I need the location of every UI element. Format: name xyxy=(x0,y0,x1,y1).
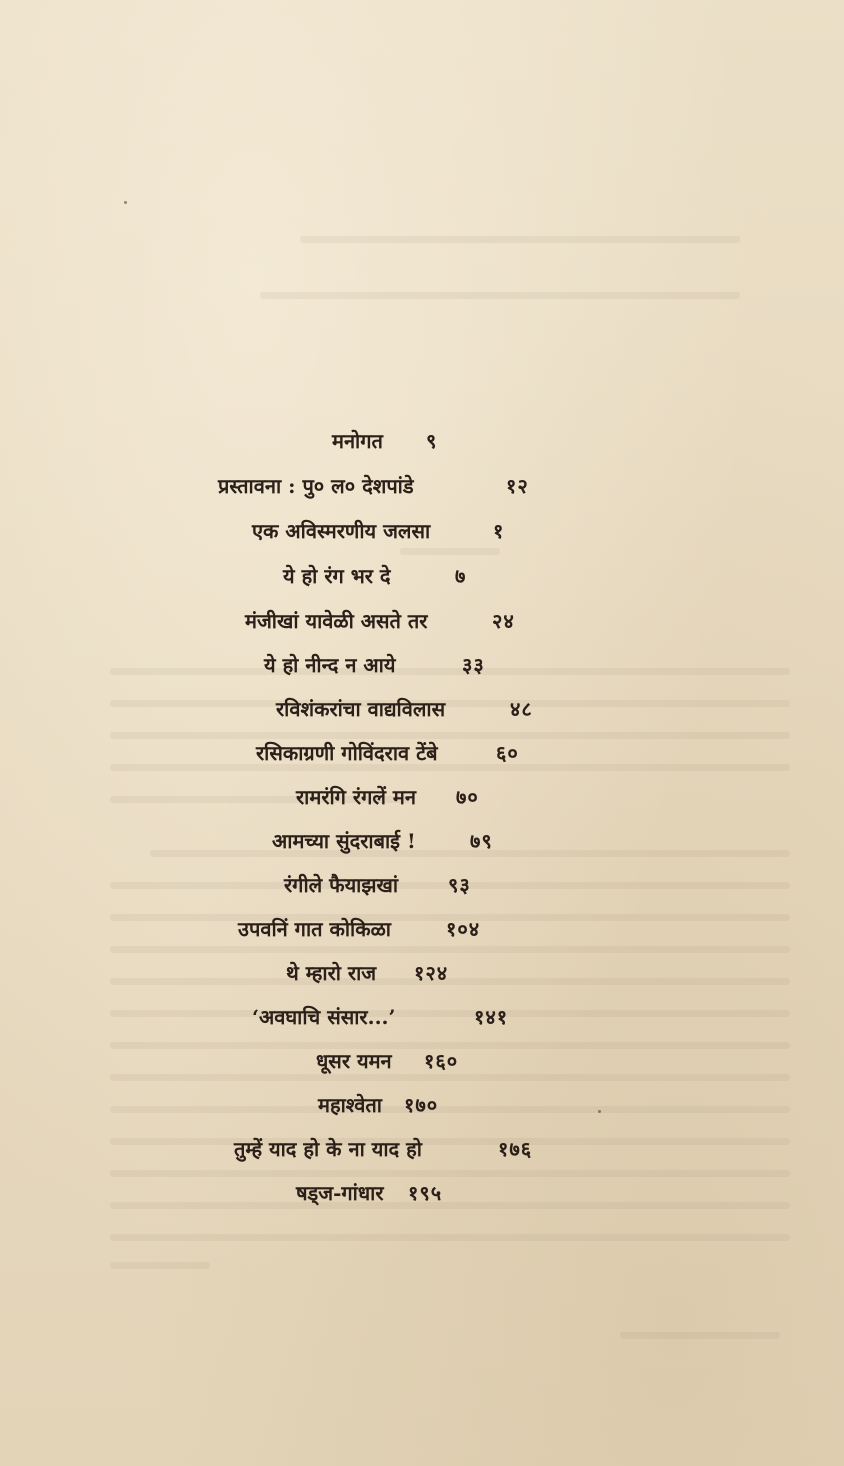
toc-entry xyxy=(0,1178,844,1208)
toc-entry xyxy=(0,1090,844,1120)
toc-entry-page: १ xyxy=(493,519,505,543)
toc-entry-title: एक अविस्मरणीय जलसा xyxy=(252,519,431,543)
toc-entry xyxy=(0,561,844,591)
toc-entry-title: तुम्हें याद हो के ना याद हो xyxy=(234,1137,422,1161)
toc-entry-page: ९३ xyxy=(448,873,471,897)
toc-entry-page: ९ xyxy=(426,429,438,453)
toc-entry xyxy=(0,516,844,546)
toc-entry-title: महाश्वेता xyxy=(318,1093,382,1117)
bleed-through-line xyxy=(110,946,790,953)
toc-entry xyxy=(0,1002,844,1032)
toc-entry-title: ये हो रंग भर दे xyxy=(283,564,391,588)
toc-entry-page: १७० xyxy=(404,1093,439,1117)
toc-entry-page: ३३ xyxy=(462,653,485,677)
bleed-through-line xyxy=(110,1170,790,1177)
toc-entry-title: मनोगत xyxy=(332,429,383,453)
toc-entry-title: थे म्हारो राज xyxy=(286,961,377,985)
toc-entry xyxy=(0,650,844,680)
toc-entry-title: आमच्या सुंदराबाई ! xyxy=(272,829,416,853)
toc-entry-title: ये हो नीन्द न आये xyxy=(264,653,396,677)
toc-entry-page: २४ xyxy=(492,609,515,633)
paper-speck xyxy=(124,201,127,204)
toc-entry-page: ७९ xyxy=(470,829,493,853)
toc-entry-page: ४८ xyxy=(510,697,533,721)
toc-entry-title: प्रस्तावना : पु० ल० देशपांडे xyxy=(218,474,414,498)
toc-entry-page: ६० xyxy=(496,741,519,765)
toc-entry-page: ७ xyxy=(455,564,467,588)
bleed-through-line xyxy=(110,1262,210,1269)
bleed-through-line xyxy=(400,548,500,555)
toc-entry-title: उपवनिं गात कोकिळा xyxy=(238,917,391,941)
toc-entry-title: ‘अवघाचि संसार...’ xyxy=(252,1005,396,1029)
toc-entry-page: १४१ xyxy=(474,1005,509,1029)
toc-entry-page: १०४ xyxy=(446,917,481,941)
toc-entry-page: १७६ xyxy=(498,1137,533,1161)
toc-entry-title: रसिकाग्रणी गोविंदराव टेंबे xyxy=(256,741,438,765)
toc-entry xyxy=(0,914,844,944)
toc-entry-page: १२४ xyxy=(414,961,449,985)
toc-entry xyxy=(0,426,844,456)
toc-entry xyxy=(0,826,844,856)
bleed-through-line xyxy=(110,1234,790,1241)
toc-entry xyxy=(0,870,844,900)
toc-entry-page: ७० xyxy=(456,785,479,809)
toc-entry xyxy=(0,782,844,812)
toc-entry-page: १९५ xyxy=(408,1181,443,1205)
toc-entry-title: रंगीले फैयाझखां xyxy=(284,873,399,897)
toc-entry-page: १६० xyxy=(424,1049,459,1073)
toc-entry xyxy=(0,738,844,768)
toc-entry-title: रविशंकरांचा वाद्यविलास xyxy=(276,697,446,721)
toc-entry xyxy=(0,958,844,988)
toc-entry xyxy=(0,471,844,501)
toc-entry-title: मंजीखां यावेळी असते तर xyxy=(245,609,428,633)
toc-entry xyxy=(0,606,844,636)
bleed-through-line xyxy=(260,292,740,299)
toc-entry xyxy=(0,1134,844,1164)
toc-entry-title: रामरंगि रंगलें मन xyxy=(296,785,416,809)
toc-entry xyxy=(0,694,844,724)
bleed-through-line xyxy=(620,1332,780,1339)
toc-entry-title: धूसर यमन xyxy=(316,1049,392,1073)
toc-entry-page: १२ xyxy=(506,474,529,498)
bleed-through-line xyxy=(300,236,740,243)
toc-entry xyxy=(0,1046,844,1076)
toc-entry-title: षड्ज-गांधार xyxy=(296,1181,384,1205)
